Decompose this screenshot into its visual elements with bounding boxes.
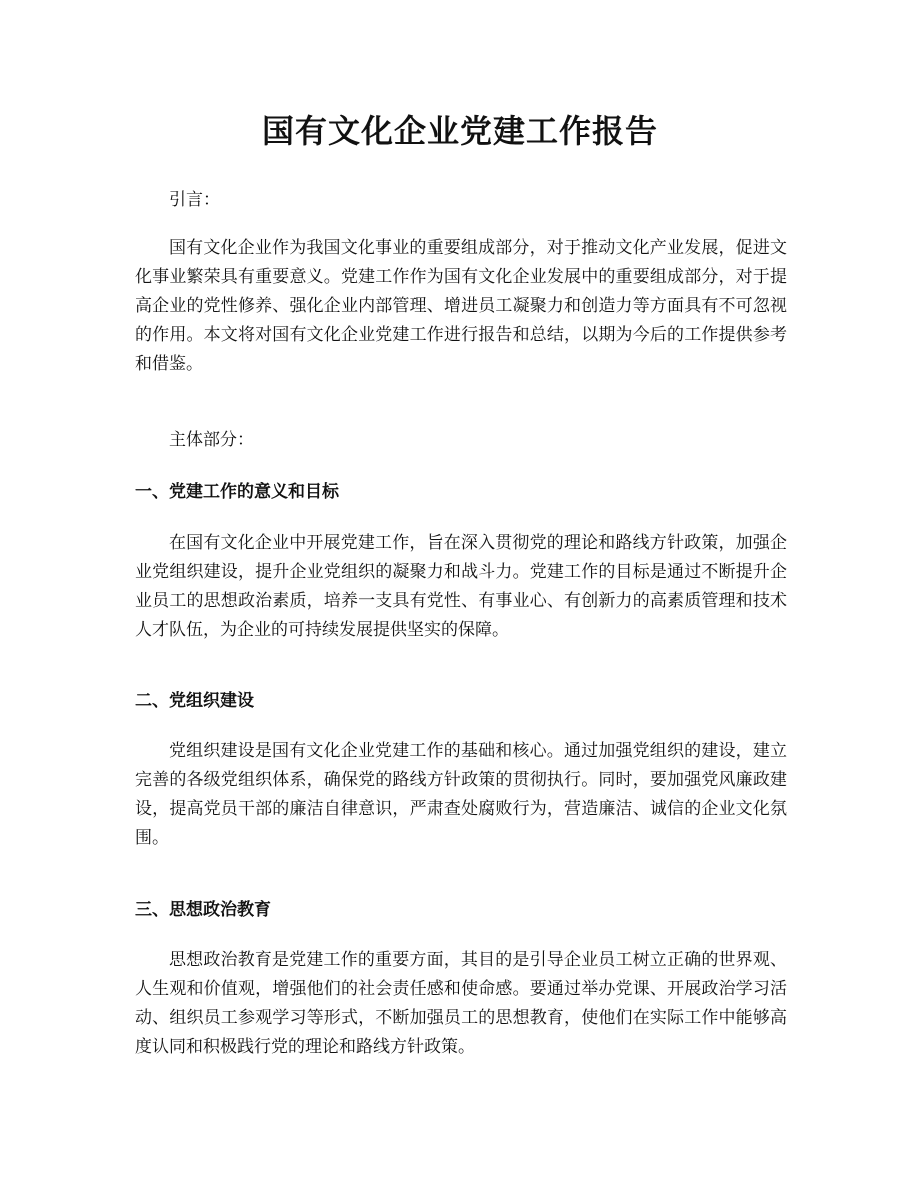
- section-heading-2: 二、党组织建设: [135, 691, 254, 711]
- section-paragraph-2: 党组织建设是国有文化企业党建工作的基础和核心。通过加强党组织的建设，建立完善的各级党组织体系，确保党的路线方针政策的贯彻执行。同时，要加强党风廉政建设，提高党员干部的廉洁自律意识，严肃查处腐败行为，营造廉洁、诚信的企业文化氛围。: [135, 741, 787, 848]
- intro-label: 引言：: [169, 190, 220, 210]
- body-label: 主体部分：: [169, 430, 254, 450]
- section-heading-3: 三、思想政治教育: [135, 900, 271, 920]
- section-heading-1: 一、党建工作的意义和目标: [135, 482, 339, 502]
- intro-paragraph: 国有文化企业作为我国文化事业的重要组成部分，对于推动文化产业发展，促进文化事业繁荣具有重要意义。党建工作作为国有文化企业发展中的重要组成部分，对于提高企业的党性修养、强化企业内部管理、增进员工凝聚力和创造力等方面具有不可忽视的作用。本文将对国有文化企业党建工作进行报告和总结，以期为今后的工作提供参考和借鉴。: [135, 238, 787, 374]
- page-title: 国有文化企业党建工作报告: [261, 112, 658, 150]
- section-paragraph-1: 在国有文化企业中开展党建工作，旨在深入贯彻党的理论和路线方针政策，加强企业党组织建设，提升企业党组织的凝聚力和战斗力。党建工作的目标是通过不断提升企业员工的思想政治素质，培养一支具有党性、有事业心、有创新力的高素质管理和技术人才队伍，为企业的可持续发展提供坚实的保障。: [135, 533, 787, 640]
- section-paragraph-3: 思想政治教育是党建工作的重要方面，其目的是引导企业员工树立正确的世界观、人生观和价值观，增强他们的社会责任感和使命感。要通过举办党课、开展政治学习活动、组织员工参观学习等形式，不断加强员工的思想教育，使他们在实际工作中能够高度认同和积极践行党的理论和路线方针政策。: [135, 950, 787, 1057]
